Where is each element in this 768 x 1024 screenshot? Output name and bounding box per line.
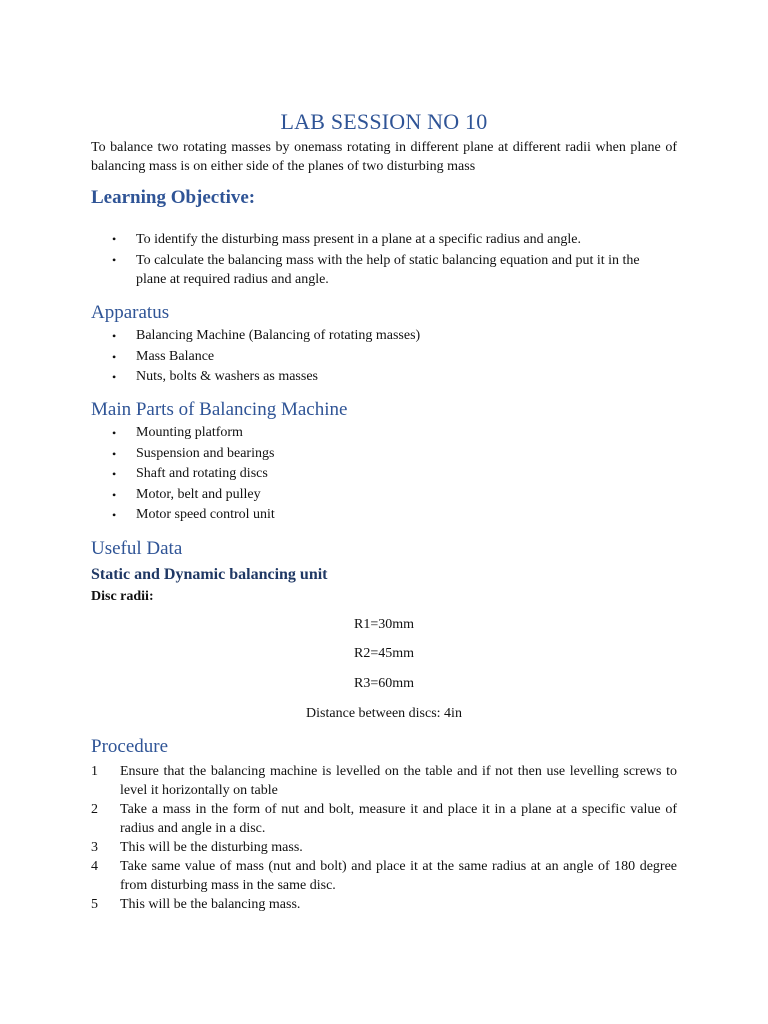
list-item-text: Nuts, bolts & washers as masses: [136, 369, 318, 384]
list-item-text: Mounting platform: [136, 425, 243, 440]
procedure-step: [91, 762, 677, 800]
list-item-text: Motor, belt and pulley: [136, 486, 261, 502]
procedure-step: [91, 857, 677, 895]
step-number: 1: [91, 764, 98, 779]
intro-paragraph: To balance two rotating masses by onemass rotating in different plane at different radii when plane of balancing mass is on either side of the planes of two disturbing mass: [91, 140, 677, 174]
list-item: [91, 464, 661, 485]
page-title: LAB SESSION NO 10: [280, 109, 488, 134]
list-item: [91, 485, 661, 506]
list-item-text: To calculate the balancing mass with the help of static balancing equation and put it in the plane at required radius and angle.: [136, 253, 640, 287]
list-item-text: Balancing Machine (Balancing of rotating masses): [136, 328, 421, 343]
step-text: Ensure that the balancing machine is levelled on the table and if not then use levelling screws to level it horizontally on table: [120, 764, 677, 798]
apparatus-heading: Apparatus: [91, 302, 170, 323]
bullet-icon: •: [112, 426, 117, 440]
disc-distance: Distance between discs: 4in: [306, 706, 462, 721]
list-item-text: Shaft and rotating discs: [136, 466, 268, 481]
step-text: This will be the disturbing mass.: [120, 840, 303, 855]
bullet-icon: •: [112, 370, 117, 384]
list-item-text: Suspension and bearings: [136, 445, 275, 461]
list-item-text: Mass Balance: [136, 348, 215, 364]
step-number: 3: [91, 840, 98, 855]
list-item: [91, 423, 661, 444]
list-item: [91, 230, 661, 249]
radius-r2: R2=45mm: [353, 646, 414, 661]
bullet-icon: •: [112, 487, 117, 502]
bullet-icon: •: [112, 329, 117, 343]
list-item: [91, 251, 661, 289]
list-item: [91, 367, 661, 388]
bullet-icon: •: [112, 232, 117, 246]
main-parts-heading: Main Parts of Balancing Machine: [91, 399, 348, 420]
radius-r3: R3=60mm: [353, 676, 414, 691]
list-item: [91, 505, 661, 526]
bullet-icon: •: [112, 253, 117, 267]
bullet-icon: •: [112, 446, 117, 461]
procedure-heading: Procedure: [91, 736, 169, 757]
learning-objective-heading: Learning Objective:: [91, 187, 256, 208]
list-item: [91, 347, 661, 368]
main-parts-list: [91, 423, 661, 526]
useful-data-heading: Useful Data: [91, 538, 183, 559]
step-number: 2: [91, 802, 98, 817]
bullet-icon: •: [112, 349, 117, 364]
step-number: 4: [91, 859, 98, 874]
step-text: Take a mass in the form of nut and bolt, measure it and place it in a plane at a specific value of radius and angle in a disc.: [120, 802, 677, 836]
procedure-step: [91, 895, 677, 914]
disc-radii-label: Disc radii:: [91, 589, 154, 604]
radius-r1: R1=30mm: [353, 617, 414, 632]
procedure-step: [91, 800, 677, 838]
list-item-text: To identify the disturbing mass present in a plane at a specific radius and angle.: [136, 232, 581, 247]
step-text: Take same value of mass (nut and bolt) and place it at the same radius at an angle of 180 degree from disturbing mass in the same disc.: [120, 859, 677, 893]
list-item-text: Motor speed control unit: [136, 507, 275, 522]
step-number: 5: [91, 897, 98, 912]
learning-objective-list: [91, 230, 661, 289]
procedure-list: [91, 762, 677, 914]
useful-data-subheading: Static and Dynamic balancing unit: [91, 566, 328, 583]
list-item: [91, 444, 661, 465]
step-text: This will be the balancing mass.: [120, 897, 301, 912]
list-item: [91, 326, 661, 347]
bullet-icon: •: [112, 508, 117, 522]
procedure-step: [91, 838, 677, 857]
apparatus-list: [91, 326, 661, 388]
bullet-icon: •: [112, 467, 117, 481]
